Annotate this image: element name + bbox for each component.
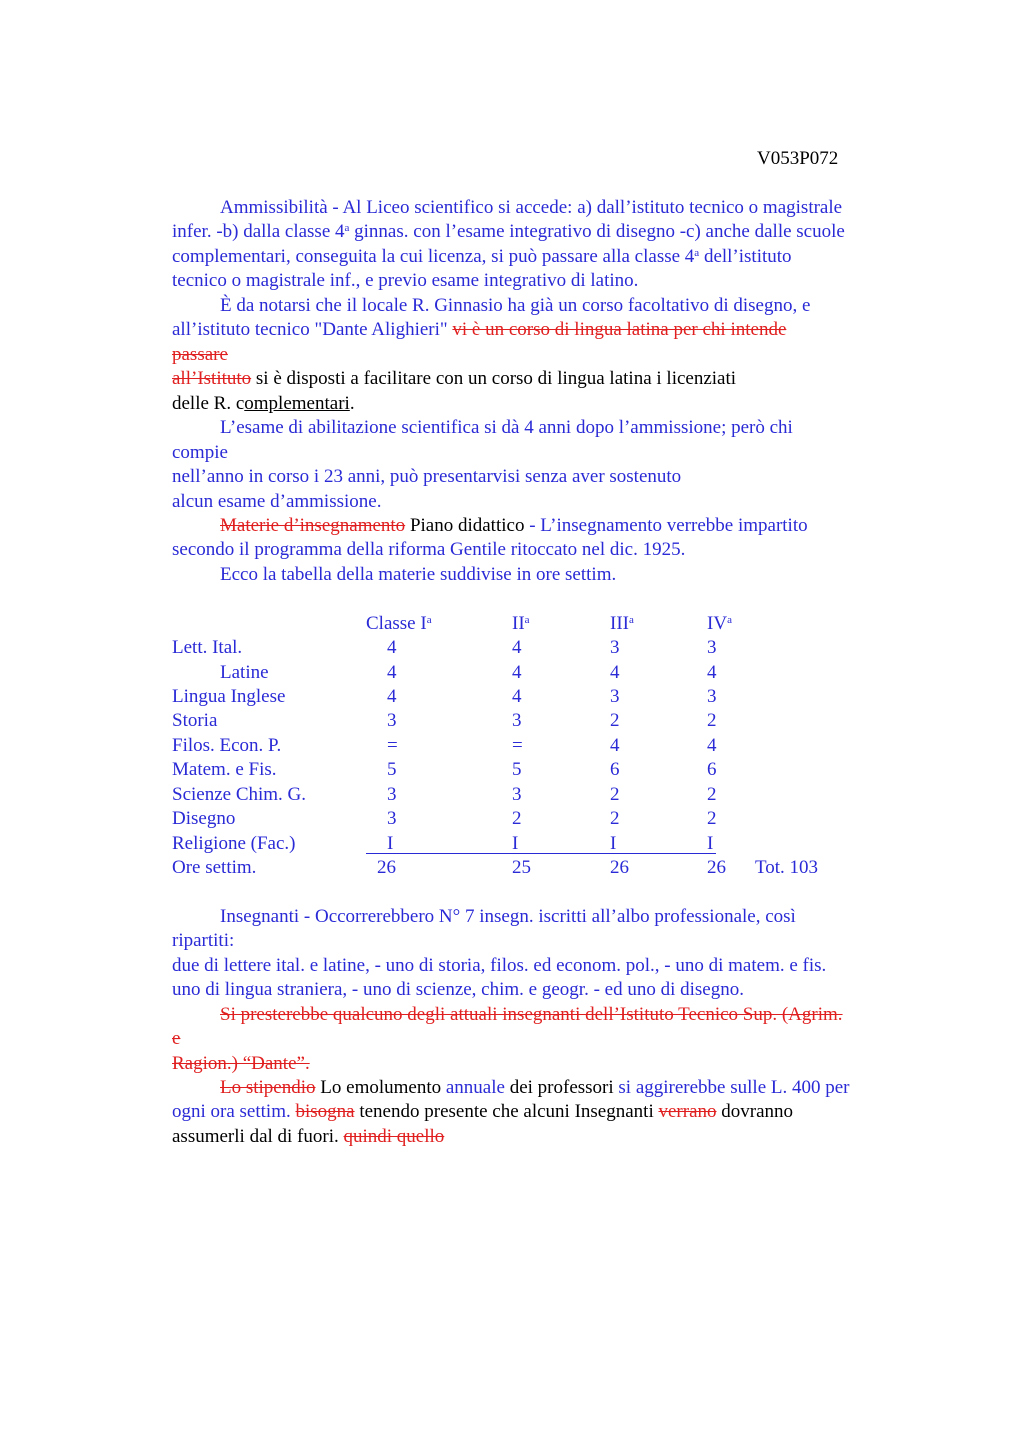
deleted-text: vi è un corso di lingua latina per chi intende (452, 319, 787, 340)
table-header-class-4: $IV^a$ (707, 613, 732, 634)
table-cell: I (707, 833, 714, 854)
table-cell: 5 (512, 759, 522, 780)
teachers-line-3: due di lettere ital. e latine, - uno di storia, filos. ed econom. pol., - uno di matem. e fis. (172, 955, 827, 976)
salary-line-3: assumerli dal di fuori. quindi quello (172, 1126, 445, 1147)
ginnasio-line-1: È da notarsi che il locale R. Ginnasio ha già un corso facoltativo di disegno, e (220, 295, 811, 316)
table-cell: 5 (387, 759, 397, 780)
table-cell: I (610, 833, 617, 854)
ginnasio-line-4: all’Istituto si è disposti a facilitare con un corso di lingua latina i licenziati (172, 368, 737, 389)
table-cell: 6 (610, 759, 620, 780)
table-cell: 3 (707, 686, 717, 707)
teachers-line-4: uno di lingua straniera, - uno di scienze, chim. e geogr. - ed uno di disegno. (172, 979, 744, 1000)
exam-line-2: compie (172, 442, 228, 463)
table-cell: 4 (707, 662, 717, 683)
subjects-line-3: Ecco la tabella della materie suddivise in ore settim. (220, 564, 617, 585)
table-cell: 4 (387, 662, 397, 683)
table-cell: 4 (707, 735, 717, 756)
table-cell: 3 (387, 710, 397, 731)
salary-line-2: ogni ora settim. bisogna tenendo presente che alcuni Insegnanti verrano dovranno (172, 1101, 794, 1122)
deleted-text: bisogna (295, 1101, 355, 1122)
table-cell: = (512, 735, 523, 756)
table-total-cell: 25 (512, 857, 531, 878)
ginnasio-line-3-deleted: passare (172, 344, 228, 365)
table-cell: I (387, 833, 394, 854)
table-cell: I (512, 833, 519, 854)
table-row-label: Lett. Ital. (172, 637, 243, 658)
teachers-line-7-deleted: Ragion.) “Dante”. (172, 1053, 310, 1074)
table-cell: 2 (707, 784, 717, 805)
subjects-line-1: Materie d’insegnamento Piano didattico - L’insegnamento verrebbe impartito (220, 515, 808, 536)
table-row-label: Disegno (172, 808, 236, 829)
table-cell: 3 (707, 637, 717, 658)
table-cell: 4 (512, 686, 522, 707)
table-cell: 4 (610, 735, 620, 756)
teachers-line-6-deleted: e (172, 1028, 181, 1049)
table-cell: 2 (707, 808, 717, 829)
table-total-cell: 26 (707, 857, 726, 878)
document-code: V053P072 (757, 148, 839, 169)
admissibility-line-3: complementari, conseguita la cui licenza, si può passare alla classe 4$^a$ dell’istituto (172, 246, 792, 267)
table-row-label: Scienze Chim. G. (172, 784, 307, 805)
teachers-line-2: ripartiti: (172, 930, 235, 951)
table-cell: = (387, 735, 398, 756)
table-header-class-3: III$^a$ (610, 613, 634, 634)
salary-line-1: Lo stipendio Lo emolumento annuale dei professori si aggirerebbe sulle L. 400 per (220, 1077, 850, 1098)
deleted-text: all’Istituto (172, 368, 252, 389)
table-row-label: Storia (172, 710, 218, 731)
table-cell: 3 (610, 637, 620, 658)
table-cell: 4 (512, 637, 522, 658)
table-cell: 2 (512, 808, 522, 829)
exam-line-1: L’esame di abilitazione scientifica si dà 4 anni dopo l’ammissione; però chi (220, 417, 793, 438)
table-row-label: Lingua Inglese (172, 686, 286, 707)
table-cell: 4 (387, 637, 397, 658)
admissibility-line-4: tecnico o magistrale inf., e previo esame integrativo di latino. (172, 270, 639, 291)
table-cell: 3 (387, 808, 397, 829)
table-row-label: Religione (Fac.) (172, 833, 296, 854)
deleted-text: quindi quello (343, 1126, 445, 1147)
admissibility-line-1: Ammissibilità - Al Liceo scientifico si accede: a) dall’istituto tecnico o magistrale (220, 197, 843, 218)
table-cell: 3 (610, 686, 620, 707)
table-header-class-2: $II^a$ (512, 613, 530, 634)
table-row-label: Filos. Econ. P. (172, 735, 282, 756)
table-total-cell: 26 (610, 857, 629, 878)
teachers-line-1: Insegnanti - Occorrerebbero N° 7 insegn. iscritti all’albo professionale, così (220, 906, 796, 927)
exam-line-4: alcun esame d’ammissione. (172, 491, 382, 512)
table-total-cell: 26 (377, 857, 396, 878)
table-cell: 6 (707, 759, 717, 780)
deleted-text: Lo stipendio (220, 1077, 316, 1098)
table-cell: 2 (610, 808, 620, 829)
table-cell: 3 (387, 784, 397, 805)
table-cell: 3 (512, 710, 522, 731)
table-total-label: Ore settim. (172, 857, 257, 878)
table-row-label: Latine (220, 662, 269, 683)
ginnasio-line-2: all’istituto tecnico "Dante Alighieri" vi è un corso di lingua latina per chi intende (172, 319, 787, 340)
deleted-text: Materie d’insegnamento (220, 515, 406, 536)
admissibility-line-2: infer. -b) dalla classe 4$^a$ ginnas. con l’esame integrativo di disegno -c) anche dalle scuole (172, 221, 845, 242)
table-header-class-1: Classe $I^a$ (366, 613, 432, 634)
ginnasio-line-5: delle R. complementari. (172, 393, 355, 414)
table-cell: 3 (512, 784, 522, 805)
table-cell: 2 (610, 784, 620, 805)
table-cell: 2 (707, 710, 717, 731)
deleted-text: verrano (658, 1101, 717, 1122)
table-cell: 4 (610, 662, 620, 683)
teachers-line-5-deleted: Si presterebbe qualcuno degli attuali insegnanti dell’Istituto Tecnico Sup. (Agrim. (220, 1004, 843, 1025)
table-cell: 4 (387, 686, 397, 707)
table-cell: 4 (512, 662, 522, 683)
table-cell: 2 (610, 710, 620, 731)
exam-line-3: nell’anno in corso i 23 anni, può presentarvisi senza aver sostenuto (172, 466, 682, 487)
subjects-line-2: secondo il programma della riforma Gentile ritoccato nel dic. 1925. (172, 539, 686, 560)
table-grand-total: Tot. 103 (755, 857, 819, 878)
table-sum-rule (366, 853, 716, 854)
table-row-label: Matem. e Fis. (172, 759, 277, 780)
